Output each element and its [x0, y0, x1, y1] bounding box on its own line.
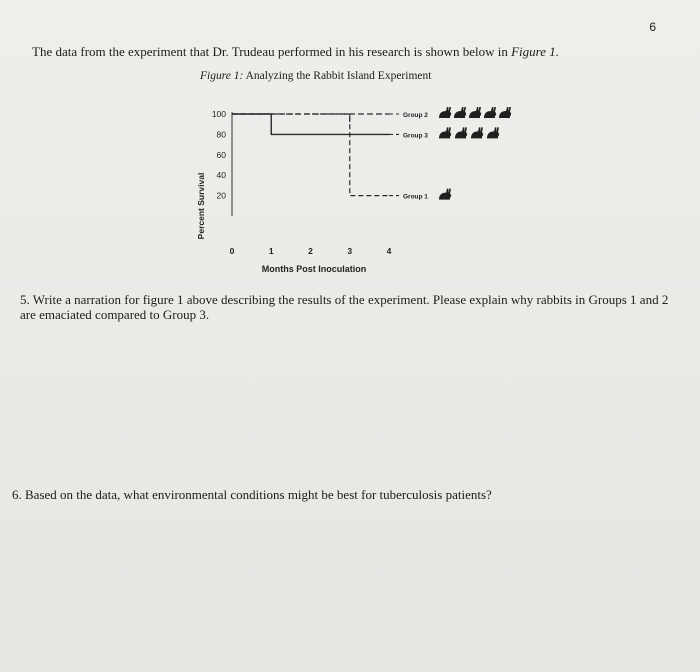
question-6-text: Based on the data, what environmental conditions might be best for tuberculosis patients? — [25, 487, 492, 502]
series-line — [232, 114, 389, 196]
y-tick-label: 40 — [216, 170, 226, 181]
intro-text: The data from the experiment that Dr. Trudeau performed in his research is shown below in — [32, 44, 512, 59]
rabbit-icon-shape — [439, 127, 451, 138]
y-tick-label: 80 — [216, 129, 226, 140]
rabbit-icon — [439, 107, 451, 118]
y-tick-label: 100 — [211, 109, 226, 119]
rabbit-icon-shape — [469, 107, 481, 118]
figure-label: Figure 1: — [200, 70, 244, 82]
x-tick-label: 0 — [229, 246, 235, 256]
rabbit-icon-shape — [484, 107, 496, 118]
series-label: Group 3 — [403, 132, 428, 140]
rabbit-icon — [469, 107, 481, 118]
rabbit-icon-shape — [439, 107, 451, 118]
series-lines — [232, 114, 399, 196]
series-label: Group 1 — [403, 193, 428, 201]
y-axis-label: Percent Survival — [196, 172, 206, 240]
axis-ticks — [212, 109, 392, 256]
survival-chart — [190, 96, 530, 286]
series-line — [232, 114, 389, 134]
y-tick-label: 20 — [216, 190, 226, 201]
rabbit-icon-shape — [499, 107, 511, 118]
survival-chart-svg — [190, 96, 530, 286]
rabbit-icon — [487, 127, 499, 138]
question-5 — [20, 292, 680, 322]
rabbit-icon — [484, 107, 496, 118]
x-axis-label: Months Post Inoculation — [261, 264, 367, 274]
y-tick-label: 60 — [216, 149, 226, 160]
series-labels — [403, 107, 511, 201]
page-number: 6 — [649, 20, 656, 34]
question-6-number: 6. — [12, 487, 22, 502]
rabbit-icon — [439, 189, 451, 200]
rabbit-icon — [439, 127, 451, 138]
figure-title: Analyzing the Rabbit Island Experiment — [245, 70, 432, 82]
x-tick-label: 1 — [268, 246, 274, 256]
rabbit-icon-shape — [487, 127, 499, 138]
rabbit-icon-shape — [439, 189, 451, 200]
rabbit-icon-shape — [455, 127, 467, 138]
figure-reference: Figure 1. — [511, 44, 559, 59]
rabbit-icon-shape — [471, 127, 483, 138]
x-tick-label: 4 — [386, 246, 392, 256]
series-label: Group 2 — [403, 112, 428, 119]
x-tick-label: 3 — [347, 246, 353, 256]
rabbit-icon — [499, 107, 511, 118]
rabbit-icon — [454, 107, 466, 118]
rabbit-icon — [471, 127, 483, 138]
intro-paragraph — [32, 44, 559, 60]
question-5-text: Write a narration for figure 1 above describing the results of the experiment. Please explain why rabbits in Groups 1 and 2 are emaciated compared to Group 3. — [20, 292, 669, 322]
question-6 — [12, 487, 672, 503]
rabbit-icon-shape — [454, 107, 466, 118]
x-tick-label: 2 — [308, 246, 313, 256]
question-5-number: 5. — [20, 292, 30, 307]
figure-caption — [200, 70, 431, 82]
rabbit-icon — [455, 127, 467, 138]
